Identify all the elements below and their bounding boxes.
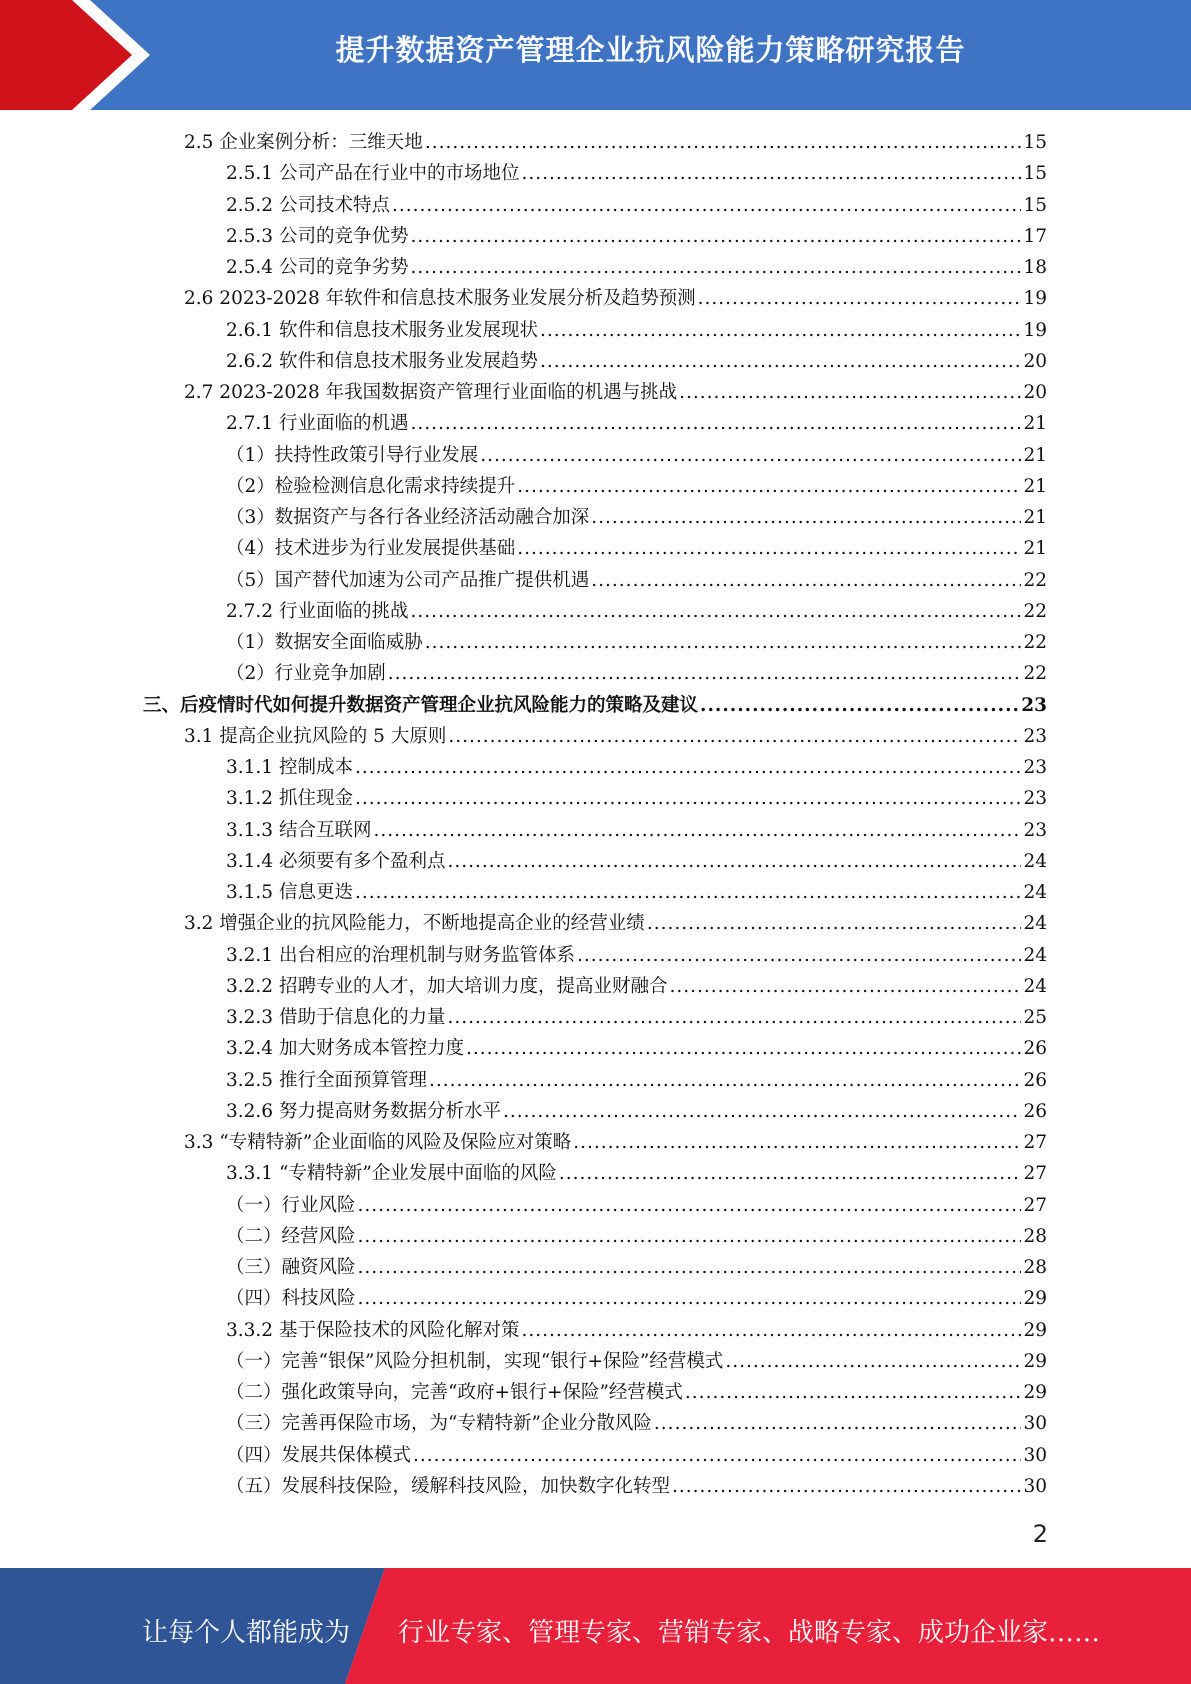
toc-dot-leader xyxy=(388,658,1022,689)
toc-entry-page: 22 xyxy=(1023,663,1047,685)
page-header xyxy=(0,0,1191,110)
toc-entry-title: （2）行业竞争加剧 xyxy=(226,663,386,685)
toc-entry-page: 15 xyxy=(1023,132,1047,153)
toc-entry-page: 24 xyxy=(1023,975,1047,997)
toc-dot-leader xyxy=(425,127,1022,158)
toc-entry-title: （1）扶持性政策引导行业发展 xyxy=(226,444,479,466)
toc-entry-title: （四）科技风险 xyxy=(226,1288,356,1310)
toc-entry[interactable] xyxy=(0,533,1047,564)
toc-entry-page: 29 xyxy=(1023,1382,1047,1403)
toc-entry-title: （三）完善再保险市场，为“专精特新”企业分散风险 xyxy=(226,1413,652,1435)
toc-entry[interactable] xyxy=(0,1408,1047,1439)
toc-entry-title: 3.1.3 结合互联网 xyxy=(226,819,372,841)
toc-entry-page: 21 xyxy=(1023,475,1047,497)
toc-entry[interactable] xyxy=(0,1190,1047,1221)
toc-dot-leader xyxy=(355,752,1022,783)
toc-entry[interactable] xyxy=(0,783,1047,814)
toc-entry-title: 2.5.2 公司技术特点 xyxy=(226,194,390,216)
toc-entry[interactable] xyxy=(0,127,1047,158)
toc-entry[interactable] xyxy=(0,846,1047,877)
toc-entry-page: 23 xyxy=(1023,819,1047,841)
toc-dot-leader xyxy=(669,971,1021,1002)
toc-entry[interactable] xyxy=(0,471,1047,502)
toc-dot-leader xyxy=(410,596,1021,627)
page-number: 2 xyxy=(1032,1520,1048,1548)
toc-dot-leader xyxy=(425,627,1022,658)
toc-entry-title: 2.7.2 行业面临的挑战 xyxy=(226,600,409,622)
toc-entry-page: 19 xyxy=(1023,319,1047,341)
toc-entry-title: 3.1 提高企业抗风险的 5 大原则 xyxy=(184,725,447,747)
toc-entry[interactable] xyxy=(0,596,1047,627)
toc-dot-leader xyxy=(429,1065,1021,1096)
toc-dot-leader xyxy=(540,315,1021,346)
toc-entry-title: （二）经营风险 xyxy=(226,1225,356,1247)
toc-entry-page: 29 xyxy=(1023,1350,1047,1372)
toc-entry-title: 2.5.1 公司产品在行业中的市场地位 xyxy=(226,163,520,185)
toc-entry-page: 19 xyxy=(1023,288,1047,310)
toc-entry-page: 25 xyxy=(1023,1007,1047,1028)
toc-dot-leader xyxy=(447,846,1021,877)
toc-dot-leader xyxy=(373,815,1021,846)
toc-entry[interactable] xyxy=(0,908,1047,939)
toc-entry-page: 30 xyxy=(1023,1444,1047,1466)
toc-entry-title: 3.2.6 努力提高财务数据分析水平 xyxy=(226,1100,501,1122)
toc-entry-title: 2.7.1 行业面临的机遇 xyxy=(226,413,409,435)
toc-entry-page: 24 xyxy=(1023,913,1047,935)
toc-entry-page: 28 xyxy=(1023,1225,1047,1247)
toc-entry[interactable] xyxy=(0,158,1047,189)
toc-entry-title: 2.5.3 公司的竞争优势 xyxy=(226,225,409,247)
toc-entry-title: 3.2 增强企业的抗风险能力，不断地提高企业的经营业绩 xyxy=(184,913,645,935)
toc-entry-page: 23 xyxy=(1023,757,1047,778)
toc-entry-title: （一）完善“银保”风险分担机制，实现“银行+保险”经营模式 xyxy=(226,1350,724,1372)
toc-entry[interactable] xyxy=(0,815,1047,846)
toc-entry-title: 3.2.2 招聘专业的人才，加大培训力度，提高业财融合 xyxy=(226,975,668,997)
toc-entry-title: 3.1.4 必须要有多个盈利点 xyxy=(226,850,446,872)
toc-dot-leader xyxy=(392,190,1021,221)
toc-dot-leader xyxy=(573,1127,1021,1158)
page-footer xyxy=(0,1568,1191,1684)
toc-entry[interactable] xyxy=(0,971,1047,1002)
table-of-contents xyxy=(0,127,1191,1502)
toc-entry-title: 3.3 “专精特新”企业面临的风险及保险应对策略 xyxy=(184,1132,572,1153)
toc-dot-leader xyxy=(685,1377,1022,1408)
toc-dot-leader xyxy=(521,158,1021,189)
toc-entry-title: （一）行业风险 xyxy=(226,1194,356,1216)
toc-entry[interactable] xyxy=(0,408,1047,439)
toc-entry-title: （3）数据资产与各行各业经济活动融合加深 xyxy=(226,507,590,528)
toc-entry[interactable] xyxy=(0,1346,1047,1377)
toc-entry-page: 29 xyxy=(1023,1288,1047,1310)
toc-entry-title: 三、后疫情时代如何提升数据资产管理企业抗风险能力的策略及建议 xyxy=(143,694,699,716)
toc-entry[interactable] xyxy=(0,502,1047,533)
toc-entry-title: 2.5.4 公司的竞争劣势 xyxy=(226,257,409,278)
toc-dot-leader xyxy=(672,1471,1021,1502)
toc-entry[interactable] xyxy=(0,940,1047,971)
toc-dot-leader xyxy=(521,1315,1021,1346)
toc-entry[interactable] xyxy=(0,1127,1047,1158)
toc-entry-title: 3.2.1 出台相应的治理机制与财务监管体系 xyxy=(226,944,575,966)
toc-entry-title: （4）技术进步为行业发展提供基础 xyxy=(226,538,516,560)
toc-entry[interactable] xyxy=(0,1158,1047,1189)
toc-dot-leader xyxy=(540,346,1021,377)
toc-dot-leader xyxy=(410,408,1021,439)
toc-dot-leader xyxy=(410,252,1021,283)
toc-entry[interactable] xyxy=(0,658,1047,689)
toc-entry[interactable] xyxy=(0,752,1047,783)
toc-entry-page: 26 xyxy=(1023,1100,1047,1122)
toc-entry-title: （五）发展科技保险，缓解科技风险，加快数字化转型 xyxy=(226,1475,671,1497)
toc-dot-leader xyxy=(647,908,1022,939)
toc-dot-leader xyxy=(466,1033,1021,1064)
toc-entry-page: 20 xyxy=(1023,382,1047,403)
toc-dot-leader xyxy=(654,1408,1022,1439)
toc-entry-title: 2.5 企业案例分析：三维天地 xyxy=(184,132,423,153)
toc-dot-leader xyxy=(410,221,1021,252)
toc-entry-title: 3.2.5 推行全面预算管理 xyxy=(226,1069,427,1091)
toc-entry[interactable] xyxy=(0,721,1047,752)
toc-entry[interactable] xyxy=(0,1440,1047,1471)
toc-dot-leader xyxy=(517,533,1021,564)
toc-entry[interactable] xyxy=(0,1033,1047,1064)
toc-entry[interactable] xyxy=(0,565,1047,596)
toc-entry[interactable] xyxy=(0,440,1047,471)
toc-entry-page: 27 xyxy=(1023,1132,1047,1153)
toc-entry-title: 3.1.5 信息更迭 xyxy=(226,882,353,903)
toc-entry-page: 30 xyxy=(1023,1413,1047,1435)
toc-entry-page: 22 xyxy=(1023,600,1047,622)
toc-dot-leader xyxy=(448,721,1021,752)
toc-entry-page: 24 xyxy=(1023,882,1047,903)
toc-entry-title: 2.6 2023-2028 年软件和信息技术服务业发展分析及趋势预测 xyxy=(184,288,696,310)
toc-entry-page: 29 xyxy=(1023,1319,1047,1341)
toc-entry-page: 15 xyxy=(1023,163,1047,185)
toc-entry-page: 24 xyxy=(1023,944,1047,966)
toc-entry-title: 3.1.2 抓住现金 xyxy=(226,788,353,810)
toc-dot-leader xyxy=(503,1096,1021,1127)
toc-entry-page: 23 xyxy=(1023,725,1047,747)
footer-slogan-left: 让每个人都能成为 xyxy=(142,1618,351,1648)
toc-entry-page: 23 xyxy=(1021,694,1047,716)
toc-entry[interactable] xyxy=(0,283,1047,314)
toc-dot-leader xyxy=(358,1190,1022,1221)
toc-entry-page: 18 xyxy=(1023,257,1047,278)
toc-entry[interactable] xyxy=(0,346,1047,377)
toc-dot-leader xyxy=(577,940,1021,971)
toc-entry-page: 21 xyxy=(1023,538,1047,560)
toc-entry[interactable] xyxy=(0,1252,1047,1283)
toc-entry-page: 22 xyxy=(1023,569,1047,591)
toc-entry-page: 26 xyxy=(1023,1069,1047,1091)
toc-entry[interactable] xyxy=(0,690,1047,721)
toc-entry[interactable] xyxy=(0,377,1047,408)
toc-dot-leader xyxy=(480,440,1021,471)
toc-entry[interactable] xyxy=(0,221,1047,252)
toc-dot-leader xyxy=(700,690,1019,721)
toc-dot-leader xyxy=(725,1346,1021,1377)
toc-entry-title: （2）检验检测信息化需求持续提升 xyxy=(226,475,516,497)
toc-dot-leader xyxy=(355,783,1022,814)
toc-dot-leader xyxy=(679,377,1021,408)
toc-dot-leader xyxy=(559,1158,1022,1189)
toc-entry-page: 24 xyxy=(1023,850,1047,872)
toc-entry-page: 15 xyxy=(1023,194,1047,216)
toc-entry-page: 17 xyxy=(1023,225,1047,247)
toc-entry-page: 30 xyxy=(1023,1475,1047,1497)
toc-entry[interactable] xyxy=(0,1002,1047,1033)
toc-entry-title: （二）强化政策导向，完善“政府+银行+保险”经营模式 xyxy=(226,1382,683,1403)
report-title: 提升数据资产管理企业抗风险能力策略研究报告 xyxy=(335,33,966,67)
toc-entry-title: 3.2.3 借助于信息化的力量 xyxy=(226,1007,446,1028)
toc-entry-page: 28 xyxy=(1023,1257,1047,1278)
toc-dot-leader xyxy=(447,1002,1021,1033)
toc-entry[interactable] xyxy=(0,627,1047,658)
toc-dot-leader xyxy=(698,283,1022,314)
toc-entry[interactable] xyxy=(0,252,1047,283)
toc-entry-title: 2.6.1 软件和信息技术服务业发展现状 xyxy=(226,319,538,341)
toc-entry-title: （四）发展共保体模式 xyxy=(226,1444,412,1466)
toc-entry-title: （5）国产替代加速为公司产品推广提供机遇 xyxy=(226,569,590,591)
toc-entry-page: 27 xyxy=(1023,1163,1047,1185)
toc-entry[interactable] xyxy=(0,877,1047,908)
toc-dot-leader xyxy=(591,502,1021,533)
toc-entry[interactable] xyxy=(0,315,1047,346)
toc-dot-leader xyxy=(517,471,1021,502)
toc-entry-title: 3.1.1 控制成本 xyxy=(226,757,353,778)
toc-entry-title: 3.3.1 “专精特新”企业发展中面临的风险 xyxy=(226,1163,557,1185)
toc-entry-page: 21 xyxy=(1023,413,1047,435)
toc-entry[interactable] xyxy=(0,1096,1047,1127)
toc-entry-page: 20 xyxy=(1023,350,1047,372)
toc-entry-title: 3.3.2 基于保险技术的风险化解对策 xyxy=(226,1319,520,1341)
toc-dot-leader xyxy=(591,565,1021,596)
toc-dot-leader xyxy=(358,1221,1022,1252)
toc-entry-title: 3.2.4 加大财务成本管控力度 xyxy=(226,1038,464,1060)
toc-entry[interactable] xyxy=(0,1377,1047,1408)
toc-entry-title: （1）数据安全面临威胁 xyxy=(226,632,423,653)
toc-entry-page: 21 xyxy=(1023,444,1047,466)
toc-entry-title: 2.6.2 软件和信息技术服务业发展趋势 xyxy=(226,350,538,372)
toc-entry-page: 26 xyxy=(1023,1038,1047,1060)
toc-entry[interactable] xyxy=(0,1471,1047,1502)
toc-entry-page: 27 xyxy=(1023,1194,1047,1216)
toc-entry[interactable] xyxy=(0,1283,1047,1314)
toc-dot-leader xyxy=(358,1252,1022,1283)
toc-dot-leader xyxy=(413,1440,1021,1471)
toc-dot-leader xyxy=(358,1283,1022,1314)
header-chevron-decoration xyxy=(0,0,160,110)
toc-entry-page: 23 xyxy=(1023,788,1047,810)
toc-entry-title: （三）融资风险 xyxy=(226,1257,356,1278)
toc-entry[interactable] xyxy=(0,1065,1047,1096)
toc-entry[interactable] xyxy=(0,190,1047,221)
toc-dot-leader xyxy=(355,877,1022,908)
toc-entry[interactable] xyxy=(0,1221,1047,1252)
toc-entry-title: 2.7 2023-2028 年我国数据资产管理行业面临的机遇与挑战 xyxy=(184,382,678,403)
toc-entry-page: 22 xyxy=(1023,632,1047,653)
footer-slogan-right: 行业专家、管理专家、营销专家、战略专家、成功企业家…… xyxy=(398,1618,1101,1648)
toc-entry[interactable] xyxy=(0,1315,1047,1346)
toc-entry-page: 21 xyxy=(1023,507,1047,528)
